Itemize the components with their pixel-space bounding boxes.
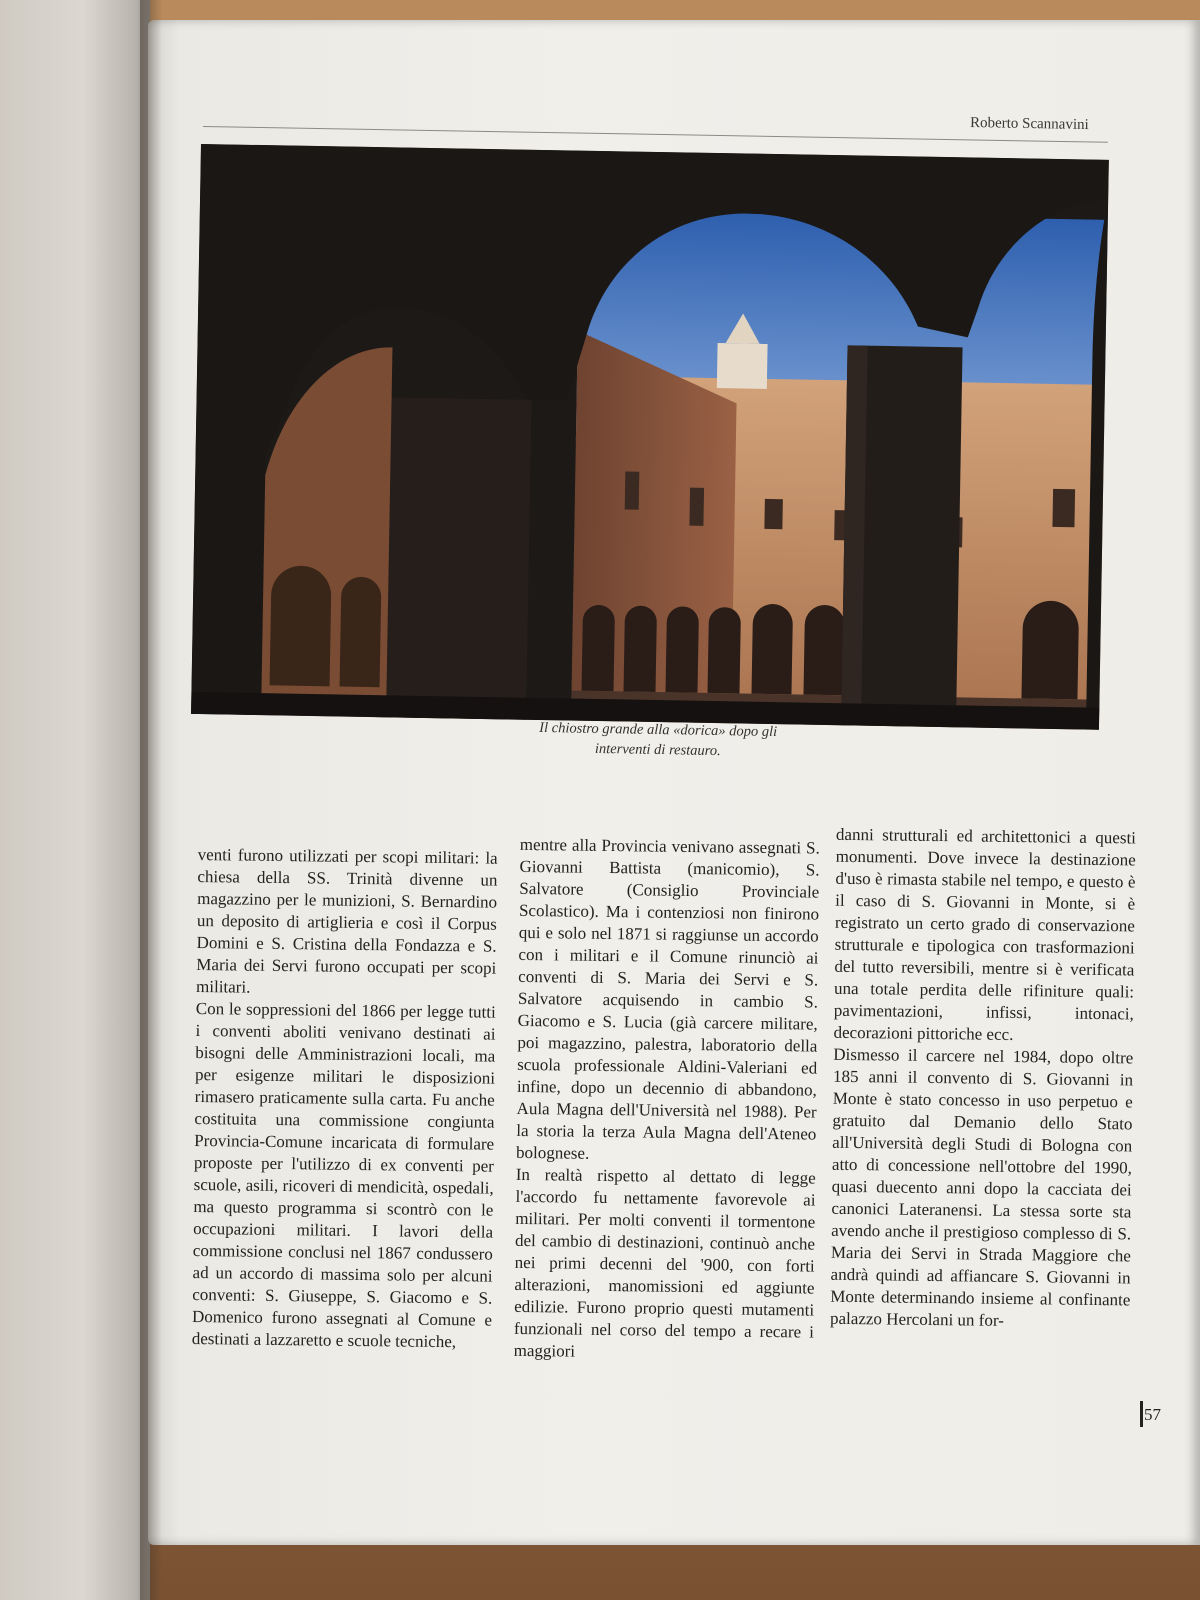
page-number: 57: [1144, 1405, 1161, 1424]
paragraph: Con le soppressioni del 1866 per legge tutti i conventi aboliti venivano destinati ai bisogni delle Amministrazioni locali, ma per esigenze militari le disposizioni rimasero praticamente sulla carta. Fu anche costituita una commissione congiunta Provincia-Comune incaricata di formulare proposte per l'utilizzo di ex conventi per scuole, asili, ricoveri di mendicità, ospedali, ma questo programma si scontrò con le occupazioni militari. I lavori della commissione conclusi nel 1867 condussero ad un accordo di massima solo per alcuni conventi: S. Giuseppe, S. Giacomo e S. Domenico furono assegnati al Comune e destinati a lazzaretto e scuole tecniche,: [191, 998, 496, 1352]
caption-line: Il chiostro grande alla «dorica» dopo gli: [539, 719, 778, 741]
left-page: [0, 0, 150, 1600]
cloister-photo: [191, 144, 1109, 730]
folio-bar: [1140, 1401, 1143, 1427]
paragraph: Dismesso il carcere nel 1984, dopo oltre 185 anni il convento di S. Giovanni in Monte è stato concesso in uso perpetuo e gratuito dal Demanio dello Stato all'Università degli Studi di Bologna con atto di concessione nell'ottobre del 1990, quasi duecento anni dopo la cacciata dei canonici Lateranensi. La stessa sorte sta avendo anche il prestigioso complesso di S. Maria dei Servi in Strada Maggiore che andrà quindi ad affiancare S. Giovanni in Monte determinando insieme al confinante palazzo Hercolani un for-: [829, 1044, 1134, 1330]
paragraph: venti furono utilizzati per scopi militari: la chiesa della SS. Trinità divenne un magazzino per le munizioni, S. Bernardino un deposito di artiglieria e così il Corpus Domini e S. Cristina della Fondazza e S. Maria dei Servi furono occupati per scopi militari.: [195, 844, 498, 997]
cloister-photo-image: [191, 144, 1109, 730]
text-column-1: [192, 844, 498, 1354]
running-head: Roberto Scannavini: [969, 114, 1089, 134]
paragraph: In realtà rispetto al dettato di legge l'accordo fu nettamente favorevole ai militari. Per molti conventi il tormentone del cambio di destinazioni, continuò anche nei primi decenni del '900, con forti alterazioni, manomissioni ed aggiunte edilizie. Furono proprio questi mutamenti funzionali nel corso del tempo a recare i maggiori: [513, 1164, 816, 1361]
body-columns: [191, 824, 1138, 1401]
text-column-3: [830, 824, 1136, 1334]
paragraph: mentre alla Provincia venivano assegnati S. Giovanni Battista (manicomio), S. Salvatore (Consiglio Provinciale Scolastico). Ma i contenziosi non finirono qui e solo nel 1871 si raggiunse un accordo con i militari e il Comune rinunciò ai conventi di S. Maria dei Servi e S. Salvatore acquisendo in cambio S. Giacomo e S. Lucia (già carcere militare, poi magazzino, palestra, laboratorio della scuola professionale Aldini-Valeriani ed infine, dopo un decennio di abbandono, Aula Magna dell'Università nel 1988). Per la storia la terza Aula Magna dell'Ateneo bolognese.: [515, 834, 820, 1163]
text-column-2: [514, 834, 820, 1366]
caption-line: interventi di restauro.: [594, 740, 721, 760]
paragraph: danni strutturali ed architettonici a questi monumenti. Dove invece la destinazione d'uso è rimasta stabile nel tempo, e questo è il caso di S. Giovanni in Monte, si è registrato un certo grado di conservazione strutturale e tipologica con trasformazioni del tutto reversibili, mentre si è verificata una totale perdita delle rifiniture quali: pavimentazioni, infissi, intonaci, decorazioni pittoriche ecc.: [833, 824, 1137, 1044]
spine-shadow: [140, 0, 162, 1600]
left-page-text: [0, 8, 146, 1553]
right-page: [148, 20, 1200, 1545]
figure-caption: [428, 716, 889, 764]
